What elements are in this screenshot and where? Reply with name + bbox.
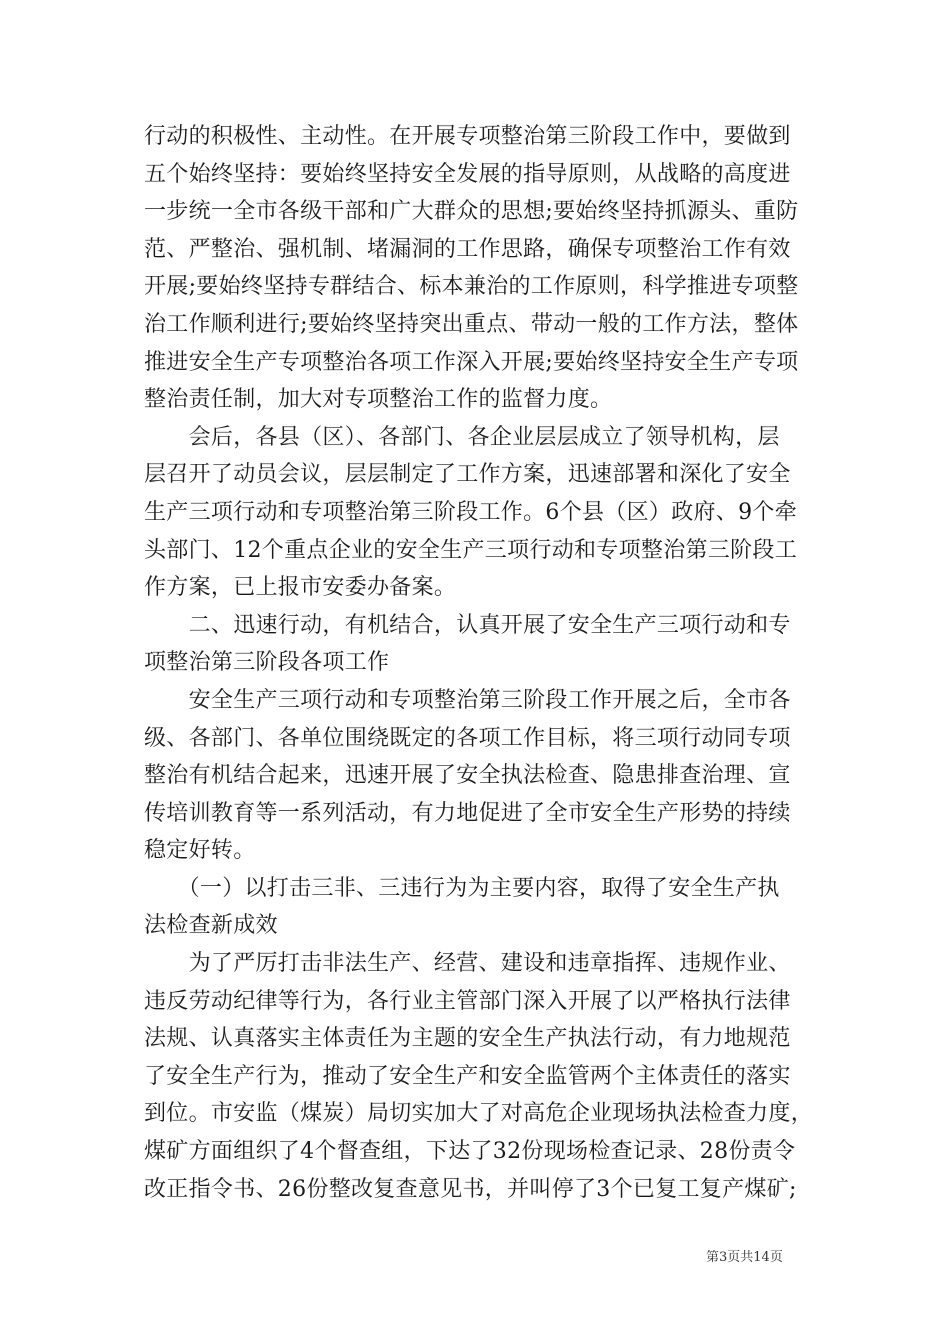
document-body (144, 118, 814, 1208)
section-heading-line: 二、迅速行动，有机结合，认真开展了安全生产三项行动和专 (144, 612, 791, 638)
text-line: 推进安全生产专项整治各项工作深入开展;要始终坚持安全生产专项 (144, 349, 799, 375)
text-line: 一步统一全市各级干部和广大群众的思想;要始终坚持抓源头、重防 (144, 199, 799, 225)
subsection-heading-line: （一）以打击三非、三违行为为主要内容，取得了安全生产执 (144, 875, 780, 901)
text-line: 违反劳动纪律等行为，各行业主管部门深入开展了以严格执行法律 (144, 988, 791, 1014)
text-line: 层召开了动员会议，层层制定了工作方案，迅速部署和深化了安全 (144, 462, 791, 488)
text-line: 安全生产三项行动和专项整治第三阶段工作开展之后，全市各 (144, 687, 791, 713)
text-line: 整治责任制，加大对专项整治工作的监督力度。 (144, 387, 613, 413)
text-line: 开展;要始终坚持专群结合、标本兼治的工作原则，科学推进专项整 (144, 274, 799, 300)
text-line: 五个始终坚持：要始终坚持安全发展的指导原则，从战略的高度进 (144, 161, 791, 187)
text-line: 范、严整治、强机制、堵漏洞的工作思路，确保专项整治工作有效 (144, 236, 791, 262)
text-line: 到位。市安监（煤炭）局切实加大了对高危企业现场执法检查力度， (144, 1101, 814, 1127)
text-line: 级、各部门、各单位围绕既定的各项工作目标，将三项行动同专项 (144, 725, 791, 751)
subsection-heading-line: 法检查新成效 (144, 913, 278, 939)
text-line: 了安全生产行为，推动了安全生产和安全监管两个主体责任的落实 (144, 1063, 791, 1089)
text-line: 头部门、12个重点企业的安全生产三项行动和专项整治第三阶段工 (144, 537, 797, 563)
text-line: 稳定好转。 (144, 838, 256, 864)
text-line: 传培训教育等一系列活动，有力地促进了全市安全生产形势的持续 (144, 800, 791, 826)
text-line: 法规、认真落实主体责任为主题的安全生产执法行动，有力地规范 (144, 1026, 791, 1052)
text-line: 为了严厉打击非法生产、经营、建设和违章指挥、违规作业、 (144, 951, 791, 977)
section-heading-line: 项整治第三阶段各项工作 (144, 650, 390, 676)
text-line: 煤矿方面组织了4个督查组，下达了32份现场检查记录、28份责令 (144, 1139, 796, 1165)
page-number: 第3页共14页 (706, 1250, 783, 1265)
text-line: 生产三项行动和专项整治第三阶段工作。6个县（区）政府、9个牵 (144, 499, 797, 525)
text-line: 改正指令书、26份整改复查意见书，并叫停了3个已复工复产煤矿; (144, 1176, 797, 1202)
text-line: 整治有机结合起来，迅速开展了安全执法检查、隐患排查治理、宣 (144, 763, 791, 789)
text-line: 会后，各县（区）、各部门、各企业层层成立了领导机构，层 (144, 424, 780, 450)
text-line: 治工作顺利进行;要始终坚持突出重点、带动一般的工作方法，整体 (144, 311, 799, 337)
text-line: 作方案，已上报市安委办备案。 (144, 575, 457, 601)
text-line: 行动的积极性、主动性。在开展专项整治第三阶段工作中，要做到 (144, 124, 791, 149)
